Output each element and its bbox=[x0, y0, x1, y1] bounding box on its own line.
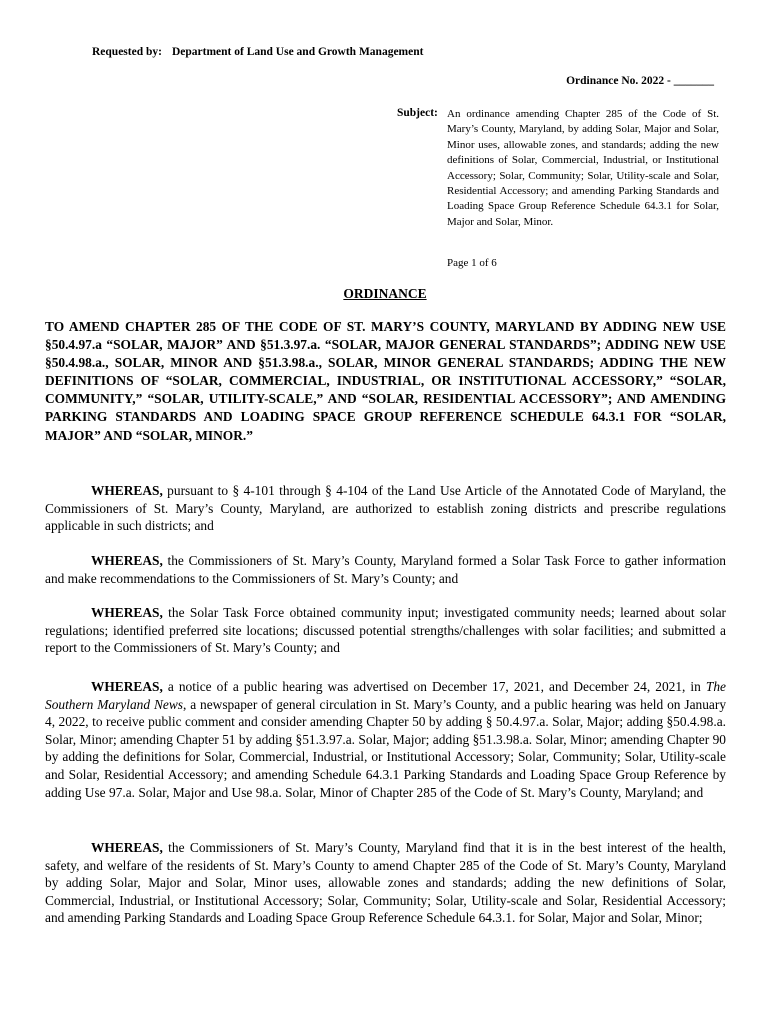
subject-label: Subject: bbox=[397, 107, 438, 119]
whereas-paragraph-4 bbox=[45, 678, 726, 801]
whereas-text: the Commissioners of St. Mary’s County, Maryland formed a Solar Task Force to gather information and make recommendations to the Commissioners of St. Mary’s County; and bbox=[45, 553, 726, 586]
whereas-paragraph-3 bbox=[45, 604, 726, 657]
whereas-paragraph-2 bbox=[45, 552, 726, 587]
whereas-text: pursuant to § 4-101 through § 4-104 of the Land Use Article of the Annotated Code of Maryland, the Commissioners of St. Mary’s County, Maryland, are authorized to establish zoning districts and prescribe regulations applicable in such districts; and bbox=[45, 483, 726, 534]
whereas-text: a notice of a public hearing was advertised on December 17, 2021, and December 24, 2021, in bbox=[162, 679, 706, 694]
ordinance-title: TO AMEND CHAPTER 285 OF THE CODE OF ST. MARY’S COUNTY, MARYLAND BY ADDING NEW USE §50.4.97.a “SOLAR, MAJOR” AND §51.3.97.a. “SOLAR, MAJOR GENERAL STANDARDS”; ADDING NEW USE §50.4.98.a., SOLAR, MINOR AND §51.3.98.a., SOLAR, MINOR GENERAL STANDARDS; ADDING THE NEW DEFINITIONS OF “SOLAR, COMMERCIAL, INDUSTRIAL, OR INSTITUTIONAL ACCESSORY,” “SOLAR, COMMUNITY,” “SOLAR, UTILITY-SCALE,” AND “SOLAR, RESIDENTIAL ACCESSORY”; AND AMENDING PARKING STANDARDS AND LOADING SPACE GROUP REFERENCE SCHEDULE 64.3.1 FOR “SOLAR, MAJOR” AND “SOLAR, MINOR.” bbox=[45, 319, 726, 443]
whereas-lead: WHEREAS, bbox=[91, 553, 163, 568]
subject-text: An ordinance amending Chapter 285 of the Code of St. Mary’s County, Maryland, by adding Solar, Major and Solar, Minor uses, allowable zones, and standards; adding the new definitions of Solar, Commercial, Industrial, or Institutional Accessory; Solar, Community; Solar, Utility-scale and Solar, Residential Accessory; and amending Parking Standards and Loading Space Group Reference Schedule 64.3.1 for Solar, Major and Solar, Minor. bbox=[447, 108, 719, 228]
ordinance-number: Ordinance No. 2022 - _______ bbox=[566, 75, 714, 87]
requesting-department: Department of Land Use and Growth Management bbox=[171, 46, 424, 58]
newspaper-name: The Southern Maryland News bbox=[45, 679, 726, 712]
whereas-lead: WHEREAS, bbox=[91, 679, 163, 694]
whereas-paragraph-5 bbox=[45, 839, 726, 927]
requested-by-line bbox=[92, 46, 423, 58]
whereas-paragraph-1 bbox=[45, 482, 726, 535]
ordinance-heading: ORDINANCE bbox=[343, 286, 427, 301]
whereas-text: the Commissioners of St. Mary’s County, Maryland find that it is in the best interest of the health, safety, and welfare of the residents of St. Mary’s County to amend Chapter 285 of the Code of St. Mary’s County, Maryland by adding Solar, Major and Solar, Minor uses, allowable zones and standards; adding the new definitions of Solar, Commercial, Industrial, or Institutional Accessory; Solar, Community; Solar, Utility-scale and Solar, Residential Accessory; and amending Parking Standards and Loading Space Group Reference Schedule 64.3.1. for Solar, Major and Solar, Minor; bbox=[45, 840, 726, 926]
whereas-text: , a newspaper of general circulation in St. Mary’s County, and a public hearing was held on January 4, 2022, to receive public comment and consider amending Chapter 50 by adding § 50.4.97.a. Solar, Major; adding §50.4.98.a. Solar, Minor; amending Chapter 51 by adding §51.3.97.a. Solar, Major; adding §51.3.98.a. Solar, Minor; amending Chapter 90 by adding the definitions for Solar, Commercial, Industrial, or Institutional Accessory; Solar, Community; Solar, Utility-scale and Solar, Residential Accessory; and amending Schedule 64.3.1 Parking Standards and Loading Space Group Reference by adding Use 97.a. Solar, Major and Use 98.a. Solar, Minor of Chapter 285 of the Code of St. Mary’s County, Maryland; and bbox=[45, 696, 727, 800]
whereas-lead: WHEREAS, bbox=[91, 483, 163, 498]
requested-by-label: Requested by: bbox=[92, 46, 162, 58]
whereas-lead: WHEREAS, bbox=[91, 840, 163, 855]
whereas-text: the Solar Task Force obtained community input; investigated community needs; learned about solar regulations; identified preferred site locations; discussed potential strengths/challenges with solar facilities; and submitted a report to the Commissioners of St. Mary’s County; and bbox=[45, 605, 726, 656]
page-number: Page 1 of 6 bbox=[447, 257, 497, 269]
whereas-lead: WHEREAS, bbox=[91, 605, 163, 620]
